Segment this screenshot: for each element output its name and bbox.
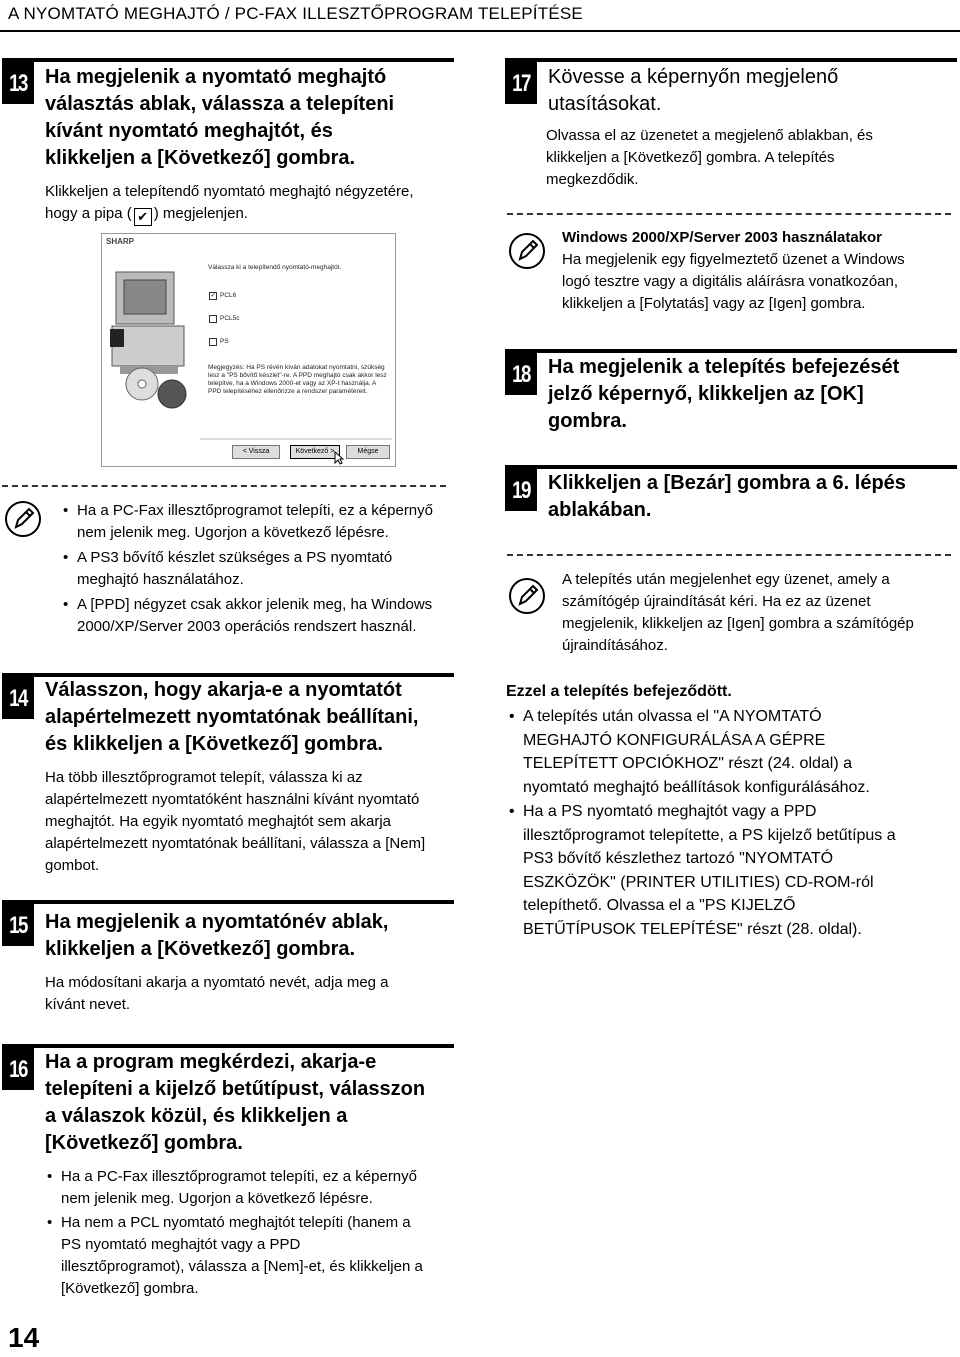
note-divider (507, 554, 951, 556)
page-number: 14 (8, 1322, 40, 1353)
step-rule (2, 900, 454, 904)
note-heading: Windows 2000/XP/Server 2003 használatakor (562, 229, 883, 246)
step-rule (505, 465, 957, 469)
finish-bullet: • Ha a PS nyomtató meghajtót vagy a PPD illesztőprogramot telepítette, a PS kijelző betűtípus a PS3 bővítő készlethez tartozó "NYOMTATÓ ESZKÖZÖK" (PRINTER UTILITIES) CD-ROM-ról telepíthető. Olvassa el a "PS KIJELZŐ BETŰTÍPUSOK TELEPÍTÉSE" részt (28. oldal). (509, 803, 896, 938)
cancel-button[interactable]: Mégse (346, 445, 390, 459)
step-17-body: Olvassa el az üzenetet a megjelenő ablakban, és klikkeljen a [Következő] gombra. A telepítés megkezdődik. (546, 127, 873, 188)
step-14-body: Ha több illesztőprogramot telepít, válassza ki az alapértelmezett nyomtatóként használni kívánt nyomtató meghajtót. Ha egyik nyomtató meghajtót sem akarja alapértelmezett nyomtatónak beállítani, válassza a [Nem] gombot. (45, 769, 426, 874)
step-rule (2, 1044, 454, 1048)
finish-bullet: • A telepítés után olvassa el "A NYOMTATÓ MEGHAJTÓ KONFIGURÁLÁSA A GÉPRE TELEPÍTETT OPCIÓKHOZ" részt (24. oldal) a nyomtató meghajtó beállítások konfigurálásához. (509, 708, 870, 796)
driver-selection-dialog (101, 233, 396, 467)
step-number: 16 (2, 1048, 34, 1090)
next-button[interactable]: Következő > (290, 445, 340, 459)
step-16-bullet: • Ha a PC-Fax illesztőprogramot telepíti, ez a képernyő nem jelenik meg. Ugorjon a következő lépésre. (47, 1168, 417, 1207)
note-17-text: Windows 2000/XP/Server 2003 használatakor Ha megjelenik egy figyelmeztető üzenet a Windows logó tesztre vagy a digitális aláírásra vonatkozóan, klikkeljen a [Folytatás] vagy az [Igen] gombra. (562, 227, 957, 315)
brand-logo: SHARP (106, 237, 135, 246)
title-line: Ha megjelenik a nyomtató meghajtó (45, 66, 387, 88)
step-title: Kövesse a képernyőn megjelenő utasításokat. (548, 66, 839, 115)
option-label: PCL5c (220, 315, 240, 322)
step-number: 15 (2, 904, 34, 946)
step-number: 14 (2, 677, 34, 719)
step-number: 17 (505, 62, 537, 104)
dialog-note: Megjegyzés: Ha PS révén kíván adatokat nyomtatni, szükség lesz a "PS bővítő készlet"-re. A PPD meghajtó csak akkor lesz telepítve, ha a Windows 2000-et vagy az XP-t használja. A PPD telepítéséhez ellenőrizze a rendszer paramétereit. (208, 364, 387, 395)
option-label: PS (220, 338, 229, 345)
pencil-note-icon (508, 577, 546, 615)
dialog-heading: Válassza ki a telepítendő nyomtató-meghajtót. (208, 264, 342, 271)
step-rule (2, 58, 454, 62)
title-line: választás ablak, válassza a telepíteni (45, 93, 395, 115)
pencil-note-icon (508, 232, 546, 270)
option-label: PCL6 (220, 292, 237, 299)
checkmark-icon: ✔ (134, 208, 152, 226)
step-title: Ha megjelenik a nyomtatónév ablak, klikkeljen a [Következő] gombra. (45, 911, 389, 960)
step-title (45, 64, 394, 172)
ps-checkbox[interactable] (209, 338, 217, 346)
step-title: Ha megjelenik a telepítés befejezését jelző képernyő, klikkeljen az [OK] gombra. (548, 356, 900, 432)
step-number: 18 (505, 353, 537, 395)
step-title: Ha a program megkérdezi, akarja-e telepíteni a kijelző betűtípust, válasszon a válaszok közül, és klikkeljen a [Következő] gombra. (45, 1051, 426, 1154)
note-19-text: A telepítés után megjelenhet egy üzenet, amely a számítógép újraindítását kéri. Ha ez az üzenet megjelenik, klikkeljen az [Igen] gombra a számítógép újraindításához. (562, 571, 914, 654)
step-number: 19 (505, 469, 537, 511)
pencil-note-icon (4, 500, 42, 538)
step-16-bullet: • Ha nem a PCL nyomtató meghajtót telepíti (hanem a PS nyomtató meghajtót vagy a PPD illesztőprogramot), válassza a [Nem]-et, és klikkeljen a [Következő] gombra. (47, 1214, 423, 1297)
finish-heading: Ezzel a telepítés befejeződött. (506, 683, 732, 700)
pcl6-checkbox[interactable]: ✓ (210, 293, 216, 299)
step-title: Válasszon, hogy akarja-e a nyomtatót alapértelmezett nyomtatónak beállítani, és klikkeljen a [Következő] gombra. (45, 679, 419, 755)
title-line: klikkeljen a [Következő] gombra. (45, 147, 356, 169)
title-line: kívánt nyomtató meghajtót, és (45, 120, 333, 142)
running-header: A NYOMTATÓ MEGHAJTÓ / PC-FAX ILLESZTŐPROGRAM TELEPÍTÉSE (8, 4, 583, 23)
note-bullet: • A PS3 bővítő készlet szükséges a PS nyomtató meghajtó használatához. (63, 549, 393, 588)
step-13 (2, 58, 454, 178)
pcl5c-checkbox[interactable] (209, 315, 217, 323)
body-line: Klikkeljen a telepítendő nyomtató meghajtó négyzetére, (45, 183, 414, 200)
step-15-body: Ha módosítani akarja a nyomtató nevét, adja meg a kívánt nevet. (45, 974, 389, 1013)
note-divider (2, 485, 446, 487)
step-title: Klikkeljen a [Bezár] gombra a 6. lépés ablakában. (548, 472, 906, 521)
header-rule (0, 30, 960, 32)
step-13-body (45, 181, 414, 226)
step-rule (505, 349, 957, 353)
back-button[interactable]: < Vissza (232, 445, 280, 459)
body-line: hogy a pipa ( ✔ ) megjelenjen. (45, 205, 248, 224)
note-divider (507, 213, 951, 215)
step-number: 13 (2, 62, 34, 104)
note-bullet: • Ha a PC-Fax illesztőprogramot telepíti, ez a képernyő nem jelenik meg. Ugorjon a következő lépésre. (63, 502, 433, 541)
step-rule (505, 58, 957, 62)
mouse-pointer-icon (334, 451, 344, 465)
note-bullet: • A [PPD] négyzet csak akkor jelenik meg, ha Windows 2000/XP/Server 2003 operációs rendszert használ. (63, 596, 433, 635)
